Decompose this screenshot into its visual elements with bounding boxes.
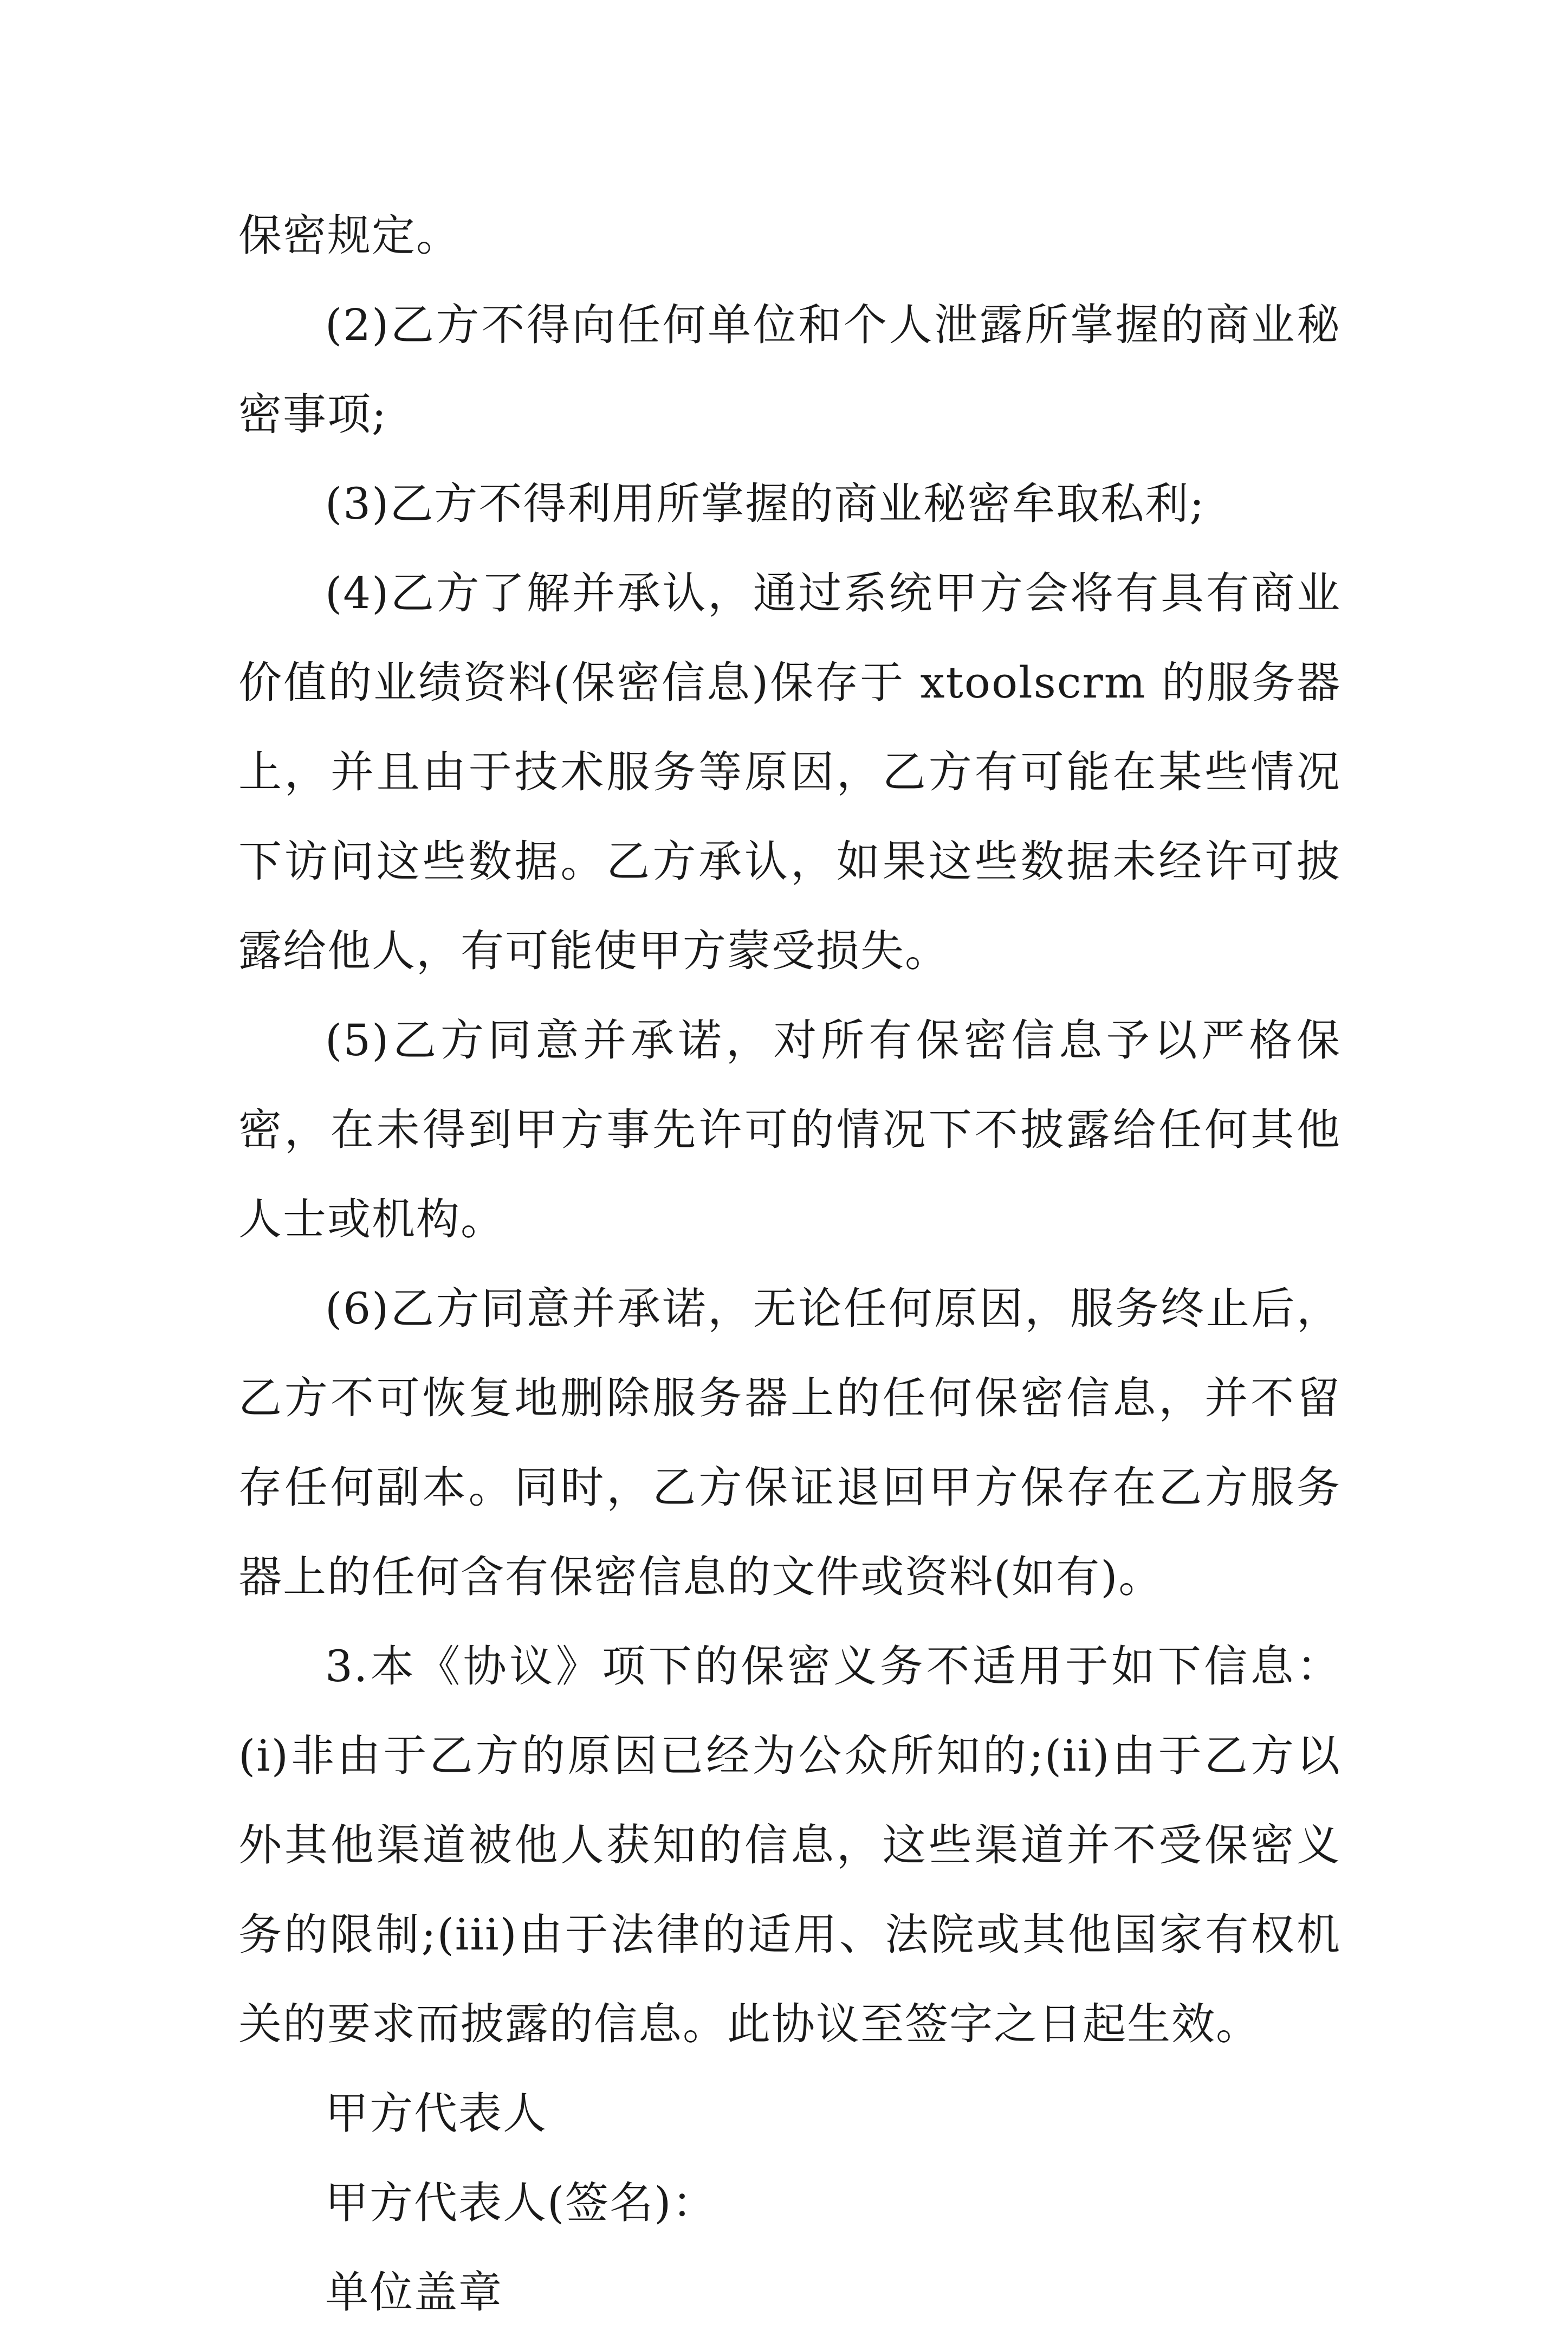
paragraph-clause-4: (4)乙方了解并承认，通过系统甲方会将有具有商业价值的业绩资料(保密信息)保存于 xtoolscrm 的服务器上，并且由于技术服务等原因，乙方有可能在某些情况下访问这些数据。乙方承认，如果这些数据未经许可披露给他人，有可能使甲方蒙受损失。 [238,568,1341,976]
signature-company-seal: 单位盖章 [325,2267,503,2317]
paragraph-clause-5: (5)乙方同意并承诺，对所有保密信息予以严格保密，在未得到甲方事先许可的情况下不披露给任何其他人士或机构。 [238,1015,1341,1244]
signature-party-a-representative: 甲方代表人 [325,2088,547,2139]
signature-party-a-representative-sign: 甲方代表人(签名)： [325,2178,717,2228]
paragraph-confidentiality-rules-end: 保密规定。 [238,210,461,261]
paragraph-clause-3: (3)乙方不得利用所掌握的商业秘密牟取私利; [325,479,1206,529]
document-body [238,191,1341,2337]
paragraph-clause-2: (2)乙方不得向任何单位和个人泄露所掌握的商业秘密事项; [238,300,1341,440]
paragraph-clause-6: (6)乙方同意并承诺，无论任何原因，服务终止后，乙方不可恢复地删除服务器上的任何保密信息，并不留存任何副本。同时，乙方保证退回甲方保存在乙方服务器上的任何含有保密信息的文件或资料(如有)。 [238,1283,1341,1602]
paragraph-article-3: 3.本《协议》项下的保密义务不适用于如下信息：(i)非由于乙方的原因已经为公众所知的;(ii)由于乙方以外其他渠道被他人获知的信息，这些渠道并不受保密义务的限制;(iii)由于法律的适用、法院或其他国家有权机关的要求而披露的信息。此协议至签字之日起生效。 [238,1641,1341,2049]
